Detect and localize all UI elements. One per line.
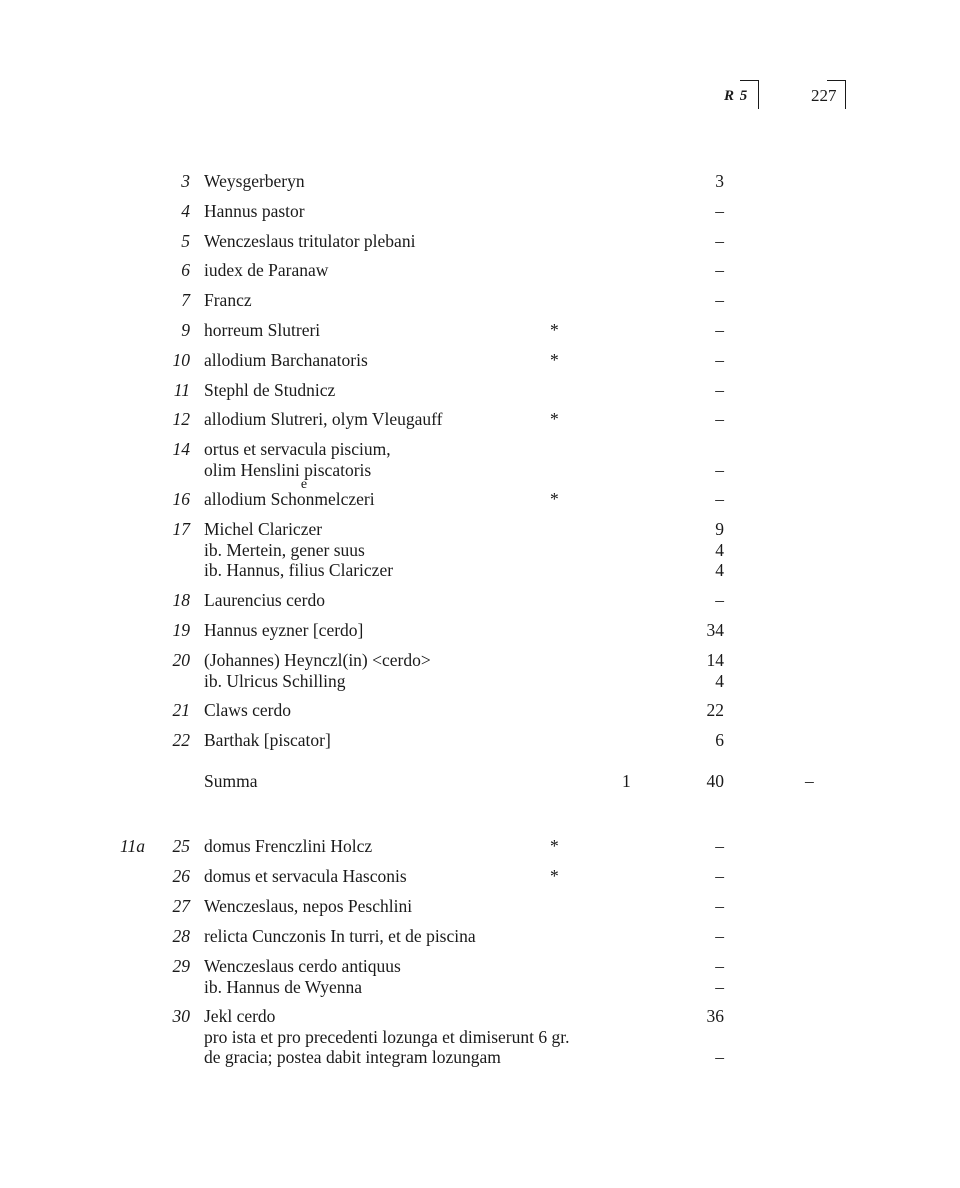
entry-number: 9: [181, 320, 190, 340]
entry-values: [715, 380, 724, 401]
entry-number: 11: [173, 380, 190, 400]
entry-text: [204, 231, 415, 252]
entry-value: –: [715, 926, 724, 946]
header-sigil: R 5: [724, 88, 749, 104]
entry-value: –: [715, 956, 724, 976]
superscript-letter: o e: [296, 477, 308, 509]
entry-line: Hannus pastor: [204, 201, 305, 221]
entry-values: [715, 730, 724, 751]
entry-line: ib. Hannus de Wyenna: [204, 976, 363, 997]
entry-value: –: [715, 976, 724, 997]
entry-values: [715, 409, 724, 430]
entry-number: 12: [172, 409, 190, 429]
entry-line: Francz: [204, 290, 252, 310]
entry-line: relicta Cunczonis In turri, et de piscina: [204, 926, 476, 946]
entry-line: ortus et servacula piscium,: [204, 439, 391, 459]
entry-value: [715, 439, 724, 460]
entry-number: 17: [172, 519, 190, 539]
entry-number: 5: [181, 231, 190, 251]
entry-text: [204, 439, 391, 480]
entry-text: [204, 350, 368, 371]
entry-line: (Johannes) Heynczl(in) <cerdo>: [204, 650, 431, 670]
entry-values: [715, 519, 724, 581]
entry-value: –: [715, 380, 724, 400]
entry-values: [715, 260, 724, 281]
asterisk-mark: *: [550, 836, 559, 856]
entry-line: Weysgerberyn: [204, 171, 305, 191]
asterisk-mark: *: [550, 320, 559, 340]
entry-value: 3: [715, 171, 724, 191]
entry-number: 3: [181, 171, 190, 191]
summa-label: Summa: [204, 771, 258, 791]
entry-value: 36: [706, 1006, 724, 1026]
entry-number: 14: [172, 439, 190, 459]
entry-line: Wenczeslaus, nepos Peschlini: [204, 896, 413, 916]
entry-line: Claws cerdo: [204, 700, 291, 720]
entry-number: 16: [172, 489, 190, 509]
entry-number: 30: [172, 1006, 190, 1026]
entry-value: –: [715, 590, 724, 610]
entry-value: –: [715, 201, 724, 221]
entry-text: [204, 620, 363, 641]
entry-value: 4: [715, 670, 724, 691]
entry-line: domus Frenczlini Holcz: [204, 836, 373, 856]
entry-value: –: [715, 231, 724, 251]
summa-far: –: [805, 771, 814, 791]
entry-line: Jekl cerdo: [204, 1006, 276, 1026]
entry-values: [707, 1006, 725, 1068]
entry-line: allodium Slutreri, olym Vleugauff: [204, 409, 443, 429]
entry-value: 4: [715, 539, 724, 560]
entry-number: 6: [181, 260, 190, 280]
entry-line: domus et servacula Hasconis: [204, 866, 407, 886]
entry-value: [707, 1027, 725, 1048]
entry-number: 4: [181, 201, 190, 221]
entry-values: [715, 866, 724, 887]
entry-value: –: [715, 350, 724, 370]
entry-line: de gracia; postea dabit integram lozungam: [204, 1047, 501, 1067]
entry-values: [715, 350, 724, 371]
asterisk-mark: *: [550, 409, 559, 429]
entry-text: [204, 700, 291, 721]
entry-value: 4: [715, 560, 724, 580]
entry-number: 22: [172, 730, 190, 750]
entry-text: [204, 836, 372, 857]
entry-text: [204, 866, 407, 887]
entry-number: 7: [181, 290, 190, 310]
entry-line: Wenczeslaus tritulator plebani: [204, 231, 416, 251]
entry-values: [715, 956, 724, 997]
entry-value: –: [715, 260, 724, 280]
entry-line: ib. Hannus, filius Clariczer: [204, 560, 394, 580]
entry-values: [715, 290, 724, 311]
asterisk-mark: *: [550, 866, 559, 886]
entry-value: –: [715, 836, 724, 856]
asterisk-mark: *: [550, 489, 559, 509]
summa-col1: 1: [622, 771, 631, 791]
entry-text: [204, 650, 431, 691]
entry-line: ib. Mertein, gener suus: [204, 539, 365, 560]
entry-value: –: [715, 896, 724, 916]
entry-text: [204, 260, 328, 281]
page-corner-mark: [827, 80, 846, 109]
entry-value: –: [715, 409, 724, 429]
entry-value: –: [715, 459, 724, 480]
entry-values: [715, 836, 724, 857]
folio-marker: 11a: [120, 836, 145, 856]
entry-number: 19: [172, 620, 190, 640]
entry-text: [204, 477, 375, 510]
entry-line: iudex de Paranaw: [204, 260, 329, 280]
entry-number: 10: [172, 350, 190, 370]
entry-number: 28: [172, 926, 190, 946]
entry-text: [204, 926, 476, 947]
entry-value: 14: [706, 650, 724, 670]
entry-line: horreum Slutreri: [204, 320, 321, 340]
entry-value: 34: [706, 620, 724, 640]
entry-values: [715, 171, 724, 192]
entry-line: ib. Ulricus Schilling: [204, 670, 346, 691]
entry-values: [707, 650, 725, 691]
entry-values: [715, 489, 724, 510]
entry-value: –: [715, 290, 724, 310]
header-corner-mark: [740, 80, 759, 109]
entry-values: [715, 590, 724, 611]
entry-value: –: [715, 320, 724, 340]
entry-text: [204, 201, 305, 222]
entry-line: Barthak [piscator]: [204, 730, 331, 750]
summa-value: 40: [706, 771, 724, 791]
entry-line: pro ista et pro precedenti lozunga et dimiserunt 6 gr.: [204, 1026, 570, 1047]
entry-line: Michel Clariczer: [204, 519, 323, 539]
entry-text: [204, 290, 252, 311]
entry-values: [715, 320, 724, 341]
entry-values: [707, 620, 725, 641]
entry-values: [715, 201, 724, 222]
entry-text: [204, 590, 325, 611]
entry-line: olim Henslini piscatoris: [204, 459, 372, 480]
entry-text: [204, 380, 335, 401]
entry-text: [204, 320, 320, 341]
entry-values: [715, 896, 724, 917]
entry-number: 18: [172, 590, 190, 610]
page-number: 227: [811, 86, 837, 105]
entry-values: [715, 231, 724, 252]
entry-text: [204, 896, 412, 917]
entry-value: –: [715, 489, 724, 509]
entry-text: [204, 519, 393, 581]
entry-number: 29: [172, 956, 190, 976]
entry-value: 22: [706, 700, 724, 720]
entry-text: [204, 1006, 569, 1068]
entry-text: [204, 730, 331, 751]
entry-values: [715, 926, 724, 947]
entry-line: Stephl de Studnicz: [204, 380, 336, 400]
entry-text: [204, 409, 443, 430]
asterisk-mark: *: [550, 350, 559, 370]
entry-line: Wenczeslaus cerdo antiquus: [204, 956, 401, 976]
entry-number: 21: [172, 700, 190, 720]
entry-text: [204, 956, 401, 997]
entry-value: –: [715, 866, 724, 886]
entry-value: –: [715, 1047, 724, 1067]
entry-line: Laurencius cerdo: [204, 590, 325, 610]
entry-value: 9: [715, 519, 724, 539]
entry-number: 20: [172, 650, 190, 670]
entry-number: 27: [172, 896, 190, 916]
entry-number: 25: [172, 836, 190, 856]
entry-values: [715, 439, 724, 480]
entry-line: allodium Scho e nmelczeri: [204, 477, 375, 509]
entry-values: [707, 700, 725, 721]
entry-line: Hannus eyzner [cerdo]: [204, 620, 364, 640]
entry-text: [204, 171, 305, 192]
entry-line: allodium Barchanatoris: [204, 350, 368, 370]
entry-value: 6: [715, 730, 724, 750]
entry-number: 26: [172, 866, 190, 886]
